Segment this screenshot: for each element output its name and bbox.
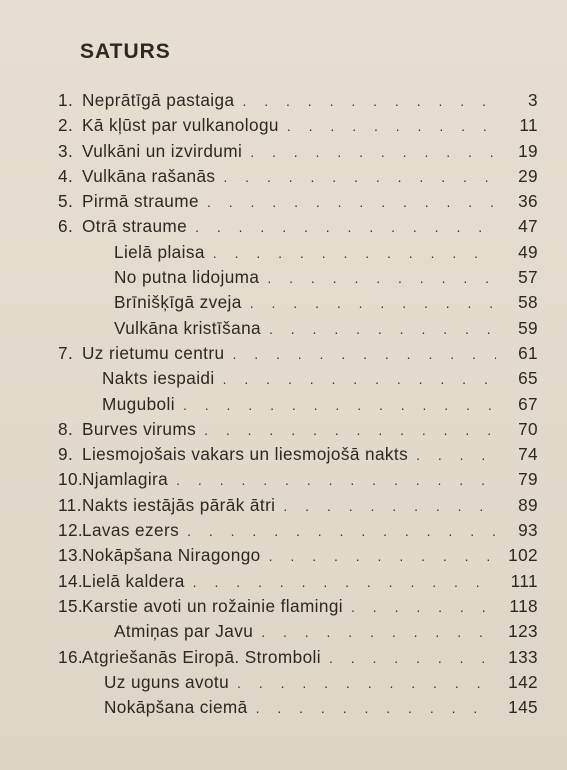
dot-leader	[269, 548, 496, 564]
toc-entry-page-number: 61	[518, 342, 538, 363]
toc-entry-title: Vulkāni un izvirdumi	[82, 140, 243, 161]
toc-entry	[58, 115, 538, 140]
toc-entry-page-number: 93	[518, 520, 538, 541]
toc-entry-title: Pirmā straume	[82, 191, 199, 212]
toc-entry	[58, 267, 538, 292]
toc-entry-page-number: 58	[518, 292, 538, 313]
dot-leader	[269, 321, 496, 337]
toc-entry-title: Nakts iestājās pārāk ātri	[82, 494, 276, 515]
dot-leader	[261, 624, 496, 640]
toc-entry-number: 10.	[58, 469, 84, 490]
dot-leader	[242, 93, 496, 109]
toc-entry-page-number: 123	[508, 621, 538, 642]
toc-entry-page-number: 79	[518, 469, 538, 490]
toc-entry-number: 7.	[58, 342, 74, 363]
toc-entry	[58, 419, 538, 444]
toc-entry-number: 9.	[58, 444, 74, 465]
dot-leader	[351, 599, 496, 615]
page-title: SATURS	[80, 40, 171, 63]
toc-entry	[58, 343, 538, 368]
toc-entry	[58, 469, 538, 494]
toc-entry	[58, 495, 538, 520]
toc-entry-number: 2.	[58, 115, 74, 136]
dot-leader	[213, 245, 496, 261]
toc-entry-page-number: 47	[518, 216, 538, 237]
toc-entry-page-number: 3	[528, 90, 538, 110]
toc-entry	[58, 141, 538, 166]
toc-entry-number: 14.	[58, 570, 84, 591]
toc-entry-page-number: 111	[510, 570, 538, 591]
toc-entry-number: 6.	[58, 216, 74, 237]
table-of-contents	[58, 90, 538, 722]
toc-entry-page-number: 70	[518, 418, 538, 439]
dot-leader	[193, 574, 496, 590]
dot-leader	[183, 397, 496, 413]
toc-entry-page-number: 67	[518, 393, 538, 414]
toc-entry-title: Vulkāna rašanās	[82, 165, 216, 186]
toc-entry-page-number: 19	[518, 140, 538, 161]
toc-entry-number: 4.	[58, 165, 74, 186]
dot-leader	[250, 144, 496, 160]
toc-entry	[58, 444, 538, 469]
toc-entry-title: Atmiņas par Javu	[114, 621, 254, 642]
toc-entry	[58, 166, 538, 191]
dot-leader	[232, 346, 496, 362]
toc-entry-number: 15.	[58, 595, 84, 616]
toc-entry-number: 1.	[58, 90, 74, 110]
dot-leader	[176, 472, 496, 488]
toc-entry-title: Lavas ezers	[82, 520, 180, 541]
toc-entry-title: Nokāpšana Niragongo	[82, 545, 261, 566]
toc-entry	[58, 191, 538, 216]
toc-entry-page-number: 65	[518, 368, 538, 389]
toc-entry	[58, 596, 538, 621]
toc-entry	[58, 318, 538, 343]
toc-entry-page-number: 59	[518, 317, 538, 338]
toc-entry-page-number: 142	[508, 671, 538, 692]
dot-leader	[267, 270, 496, 286]
toc-entry-page-number: 57	[518, 267, 538, 288]
toc-entry-number: 8.	[58, 418, 74, 439]
toc-entry-title: Uz rietumu centru	[82, 342, 225, 363]
toc-entry-title: Uz uguns avotu	[104, 671, 230, 692]
toc-entry-title: Liesmojošais vakars un liesmojošā nakts	[82, 444, 409, 465]
dot-leader	[416, 447, 496, 463]
dot-leader	[250, 295, 496, 311]
toc-entry-title: No putna lidojuma	[114, 267, 260, 288]
toc-entry-title: Nokāpšana ciemā	[104, 697, 248, 718]
toc-entry-page-number: 49	[518, 241, 538, 262]
toc-entry-title: Karstie avoti un rožainie flamingi	[82, 595, 344, 616]
toc-entry-number: 3.	[58, 140, 74, 161]
toc-entry-title: Otrā straume	[82, 216, 188, 237]
dot-leader	[223, 169, 496, 185]
dot-leader	[223, 371, 496, 387]
dot-leader	[195, 219, 496, 235]
toc-entry-number: 11.	[58, 494, 82, 515]
dot-leader	[256, 700, 496, 716]
toc-entry-title: Kā kļūst par vulkanologu	[82, 115, 279, 136]
toc-entry-page-number: 29	[518, 165, 538, 186]
toc-entry-title: Neprātīgā pastaiga	[82, 90, 235, 110]
toc-entry-page-number: 133	[508, 646, 538, 667]
toc-entry	[58, 621, 538, 646]
dot-leader	[237, 675, 496, 691]
toc-entry	[58, 571, 538, 596]
toc-entry-title: Brīnišķīgā zveja	[114, 292, 242, 313]
toc-entry-number: 13.	[58, 545, 84, 566]
toc-entry	[58, 647, 538, 672]
toc-entry-page-number: 74	[518, 444, 538, 465]
toc-entry-page-number: 36	[518, 191, 538, 212]
dot-leader	[329, 650, 496, 666]
toc-entry-number: 12.	[58, 520, 84, 541]
toc-entry	[58, 697, 538, 722]
toc-entry-page-number: 11	[519, 115, 538, 136]
toc-entry-number: 5.	[58, 191, 74, 212]
toc-entry-title: Njamlagira	[82, 469, 169, 490]
toc-entry	[58, 216, 538, 241]
toc-entry-title: Lielā plaisa	[114, 241, 205, 262]
toc-entry	[58, 368, 538, 393]
toc-entry-page-number: 89	[518, 494, 538, 515]
toc-entry	[58, 90, 538, 115]
toc-entry	[58, 672, 538, 697]
toc-entry-title: Vulkāna kristīšana	[114, 317, 261, 338]
dot-leader	[283, 498, 496, 514]
toc-entry-title: Burves virums	[82, 418, 197, 439]
toc-entry-title: Muguboli	[102, 393, 175, 414]
toc-entry	[58, 292, 538, 317]
toc-entry	[58, 394, 538, 419]
toc-entry-page-number: 145	[508, 697, 538, 718]
toc-entry	[58, 520, 538, 545]
dot-leader	[207, 194, 496, 210]
dot-leader	[204, 422, 496, 438]
toc-entry-title: Nakts iespaidi	[102, 368, 215, 389]
dot-leader	[187, 523, 496, 539]
dot-leader	[287, 118, 496, 134]
toc-entry	[58, 242, 538, 267]
toc-entry	[58, 545, 538, 570]
toc-entry-title: Atgriešanās Eiropā. Stromboli	[82, 646, 321, 667]
toc-entry-page-number: 102	[508, 545, 538, 566]
toc-entry-page-number: 118	[509, 595, 538, 616]
toc-entry-title: Lielā kaldera	[82, 570, 185, 591]
toc-entry-number: 16.	[58, 646, 84, 667]
